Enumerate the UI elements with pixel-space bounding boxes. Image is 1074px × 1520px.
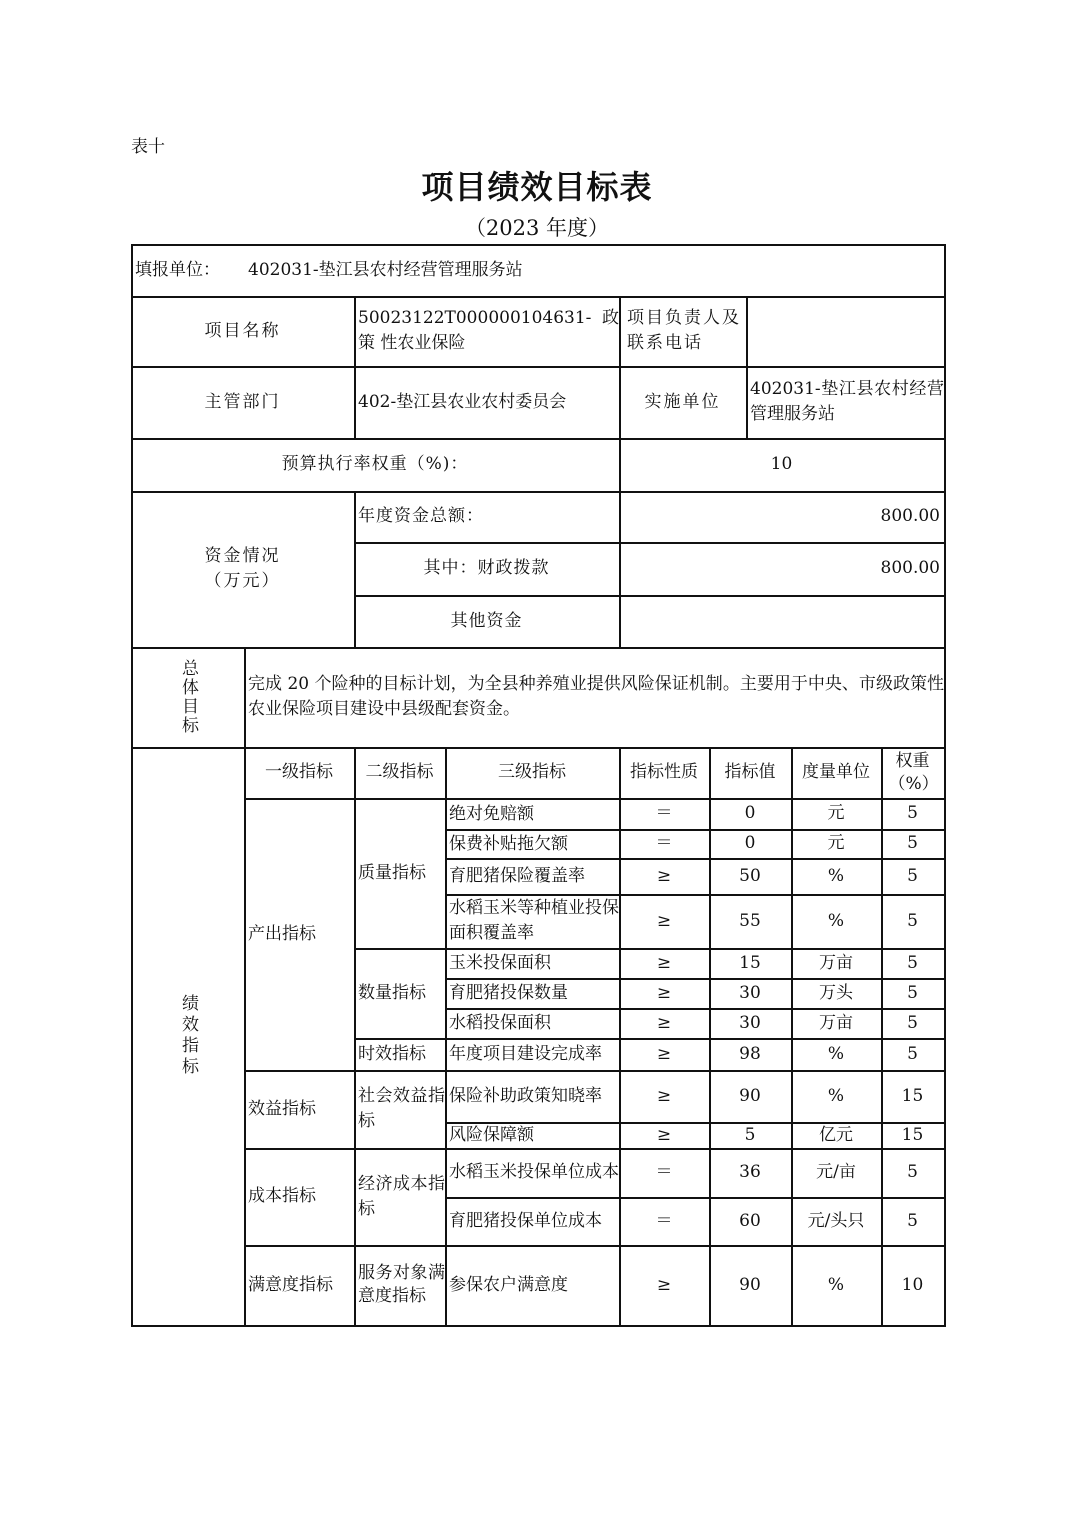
value-cell: 0 (744, 833, 756, 853)
grid-line (131, 747, 946, 749)
nature-cell: ≥ (656, 1012, 672, 1033)
level3-cell: 保险补助政策知晓率 (449, 1085, 602, 1106)
value-cell: 90 (739, 1274, 761, 1295)
department-value: 402-垫江县农业农村委员会 (358, 391, 567, 412)
funds-label: 资金情况（万元） (204, 546, 281, 591)
grid-line (244, 647, 246, 1327)
grid-line (445, 858, 946, 860)
nature-cell: ≥ (656, 865, 672, 886)
weight-cell: 5 (907, 1162, 918, 1182)
reporting-unit-label: 填报单位： (135, 259, 220, 280)
table-label: 表十 (131, 137, 165, 157)
project-name-value: 50023122T000000104631- 政 策 性农业保险 (358, 308, 619, 353)
grid-line (131, 244, 946, 246)
value-cell: 55 (739, 910, 761, 931)
weight-cell: 5 (907, 833, 918, 853)
nature-cell: ＝ (655, 833, 673, 853)
weight-cell: 10 (901, 1274, 924, 1295)
unit-cell: 万亩 (819, 952, 853, 973)
level3-cell: 风险保障额 (449, 1125, 534, 1145)
grid-line (244, 1070, 946, 1072)
department-label: 主管部门 (204, 391, 281, 412)
grid-line (131, 1325, 946, 1327)
nature-cell: ≥ (656, 1043, 672, 1064)
fiscal-value: 800.00 (880, 558, 940, 578)
weight-cell: 5 (907, 1210, 918, 1231)
level3-cell: 年度项目建设完成率 (449, 1044, 602, 1064)
page-title: 项目绩效目标表 (421, 168, 653, 206)
grid-line (131, 647, 946, 649)
header-weight: 权重（%） (888, 750, 939, 794)
level3-cell: 育肥猪投保数量 (449, 983, 568, 1003)
unit-cell: % (827, 910, 845, 931)
grid-line (354, 747, 356, 1327)
weight-cell: 5 (907, 865, 918, 886)
level2-economic-cost: 经济成本指标 (358, 1173, 445, 1219)
overall-goal-label: 总体目标 (178, 659, 198, 735)
header-level1: 一级指标 (265, 762, 333, 782)
grid-line (619, 491, 621, 649)
grid-line (131, 438, 946, 440)
nature-cell: ≥ (656, 952, 672, 973)
header-value: 指标值 (724, 762, 776, 782)
value-cell: 60 (739, 1210, 761, 1231)
grid-line (354, 1038, 946, 1040)
grid-line (619, 747, 621, 1327)
weight-cell: 5 (907, 952, 918, 973)
value-cell: 15 (739, 952, 761, 973)
header-level3: 三级指标 (498, 762, 566, 782)
project-leader-value (746, 296, 944, 366)
grid-line (131, 491, 946, 493)
grid-line (131, 366, 946, 368)
value-cell: 0 (744, 803, 756, 823)
level2-service-satisfaction: 服务对象满意度指标 (358, 1263, 445, 1306)
weight-cell: 5 (907, 1012, 918, 1033)
project-leader-label: 项目负责人及联系电话 (627, 308, 741, 353)
annual-total-label: 年度资金总额： (358, 506, 484, 526)
grid-line (354, 542, 946, 544)
level1-output: 产出指标 (248, 923, 316, 944)
nature-cell: ＝ (655, 1210, 673, 1231)
weight-cell: 5 (907, 982, 918, 1003)
grid-line (445, 747, 447, 1327)
reporting-unit-value: 402031-垫江县农村经营管理服务站 (248, 259, 523, 280)
other-funds-label: 其他资金 (450, 610, 523, 631)
value-cell: 50 (739, 865, 761, 886)
overall-goal-text: 完成 20 个险种的目标计划，为全县种养殖业提供风险保证机制。主要用于中央、市级政策性农业保险项目建设中县级配套资金。 (248, 674, 944, 719)
unit-cell: 元 (827, 803, 845, 823)
level3-cell: 保费补贴拖欠额 (449, 833, 568, 854)
year-subtitle: （2023 年度） (464, 216, 610, 240)
unit-cell: % (827, 1085, 845, 1106)
grid-line (131, 296, 946, 298)
level2-quality: 质量指标 (358, 862, 426, 883)
grid-line (445, 1197, 946, 1199)
level2-quantity: 数量指标 (358, 982, 426, 1003)
nature-cell: ≥ (656, 982, 672, 1003)
header-level2: 二级指标 (365, 762, 434, 782)
weight-cell: 15 (901, 1124, 924, 1145)
level2-timeliness: 时效指标 (358, 1043, 426, 1064)
grid-line (445, 1122, 946, 1124)
grid-line (354, 296, 356, 440)
value-cell: 98 (739, 1043, 761, 1064)
grid-line (881, 747, 883, 1327)
grid-line (244, 1148, 946, 1150)
grid-line (445, 1008, 946, 1010)
value-cell: 30 (739, 982, 761, 1003)
unit-cell: 元/头只 (807, 1210, 865, 1231)
level3-cell: 参保农户满意度 (449, 1274, 568, 1295)
unit-cell: % (827, 865, 845, 886)
budget-weight-label: 预算执行率权重（%)： (281, 454, 469, 474)
grid-line (131, 244, 133, 1327)
reporting-unit-row (131, 244, 944, 296)
nature-cell: ≥ (656, 1124, 672, 1145)
level3-cell: 绝对免赔额 (449, 803, 534, 824)
level1-satisfaction: 满意度指标 (248, 1274, 333, 1295)
level3-cell: 水稻玉米等种植业投保面积覆盖率 (449, 898, 619, 943)
fiscal-label: 其中：财政拨款 (423, 558, 550, 578)
grid-line (354, 595, 946, 597)
header-nature: 指标性质 (630, 762, 698, 782)
unit-cell: 万头 (819, 982, 853, 1003)
grid-line (746, 296, 748, 440)
grid-line (244, 798, 946, 800)
value-cell: 90 (739, 1085, 761, 1106)
level1-benefit: 效益指标 (248, 1098, 316, 1119)
unit-cell: % (827, 1274, 845, 1295)
annual-total-value: 800.00 (880, 506, 940, 526)
level2-social-benefit: 社会效益指标 (358, 1086, 445, 1131)
grid-line (619, 438, 621, 493)
implementer-label: 实施单位 (644, 391, 721, 412)
unit-cell: 元/亩 (816, 1162, 856, 1182)
unit-cell: 元 (827, 833, 845, 853)
unit-cell: % (827, 1043, 845, 1064)
unit-cell: 万亩 (819, 1012, 853, 1033)
grid-line (619, 296, 621, 440)
nature-cell: ≥ (656, 1085, 672, 1106)
grid-line (445, 894, 946, 896)
nature-cell: ≥ (656, 910, 672, 931)
grid-line (244, 1245, 946, 1247)
level3-cell: 玉米投保面积 (449, 953, 551, 973)
weight-cell: 5 (907, 803, 918, 823)
value-cell: 5 (744, 1124, 756, 1145)
grid-line (791, 747, 793, 1327)
grid-line (445, 829, 946, 831)
grid-line (354, 948, 946, 950)
budget-weight-value: 10 (770, 454, 793, 474)
other-funds-value (619, 595, 944, 647)
project-name-label: 项目名称 (204, 320, 281, 341)
nature-cell: ＝ (655, 803, 673, 823)
grid-line (445, 978, 946, 980)
performance-indicators-label: 绩效指标 (178, 994, 198, 1078)
value-cell: 30 (739, 1012, 761, 1033)
level1-cost: 成本指标 (248, 1186, 316, 1206)
weight-cell: 5 (907, 910, 918, 931)
implementer-value: 402031-垫江县农村经营管理服务站 (750, 379, 944, 424)
grid-line (944, 244, 946, 1327)
weight-cell: 5 (907, 1043, 918, 1064)
level3-cell: 水稻玉米投保单位成本 (449, 1162, 619, 1182)
level3-cell: 水稻投保面积 (449, 1013, 551, 1033)
value-cell: 36 (739, 1162, 761, 1182)
grid-line (354, 491, 356, 649)
weight-cell: 15 (901, 1085, 924, 1106)
level3-cell: 育肥猪投保单位成本 (449, 1210, 602, 1231)
grid-line (709, 747, 711, 1327)
header-unit: 度量单位 (802, 762, 870, 782)
level3-cell: 育肥猪保险覆盖率 (449, 865, 585, 886)
nature-cell: ≥ (656, 1274, 672, 1295)
unit-cell: 亿元 (819, 1124, 853, 1145)
nature-cell: ＝ (655, 1162, 673, 1182)
